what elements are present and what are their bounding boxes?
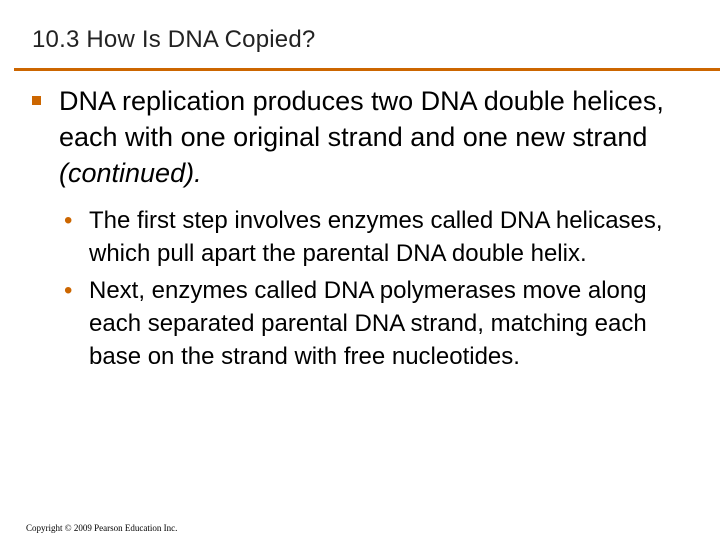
- sub-bullet-text: The first step involves enzymes called DNA helicases, which pull apart the parental DNA double helix.: [89, 207, 663, 267]
- main-bullet-continued: (continued).: [59, 158, 202, 188]
- main-bullet-text: DNA replication produces two DNA double helices, each with one original strand and one new strand: [59, 86, 664, 152]
- round-bullet-icon: •: [64, 277, 73, 304]
- sub-bullet: [64, 204, 704, 270]
- round-bullet-icon: •: [64, 207, 73, 234]
- square-bullet-icon: [32, 96, 41, 105]
- title-divider: [14, 68, 720, 71]
- copyright-notice: Copyright © 2009 Pearson Education Inc.: [26, 523, 178, 533]
- sub-bullet-list: [64, 204, 704, 377]
- sub-bullet-text: Next, enzymes called DNA polymerases move along each separated parental DNA strand, matching each base on the strand with free nucleotides.: [89, 277, 647, 370]
- slide-title: 10.3 How Is DNA Copied?: [32, 26, 316, 53]
- sub-bullet: [64, 274, 704, 373]
- main-bullet: [32, 83, 692, 191]
